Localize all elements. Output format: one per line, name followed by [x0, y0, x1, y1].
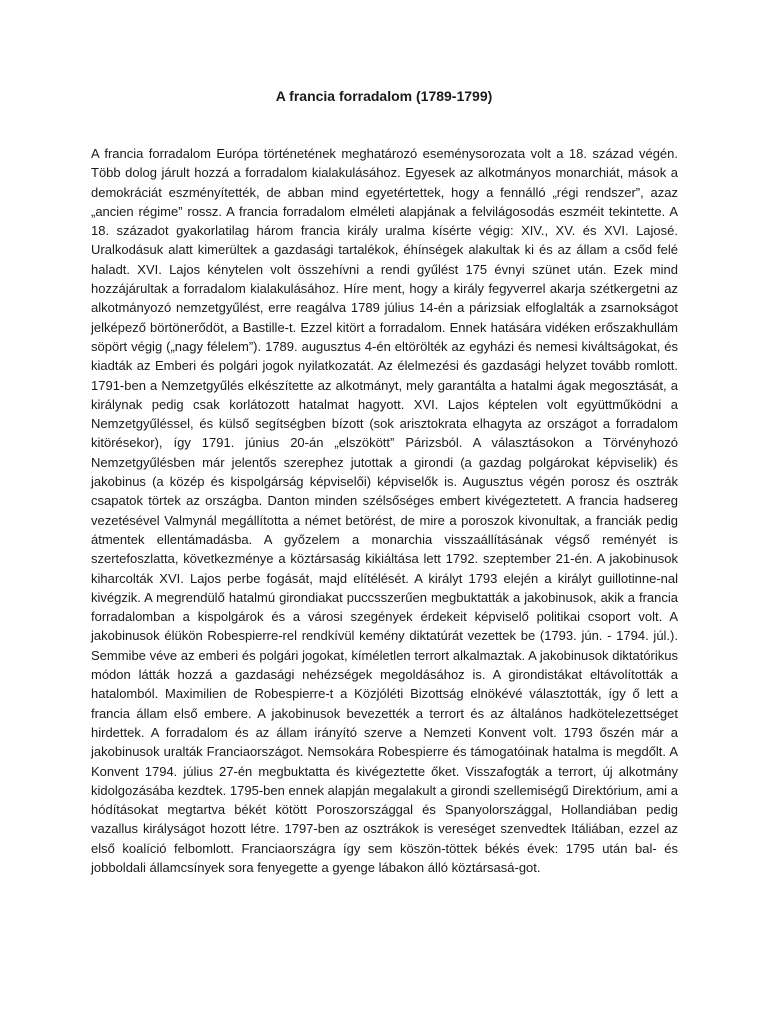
document-title: A francia forradalom (1789-1799)	[275, 88, 493, 104]
document-body-paragraph: A francia forradalom Európa történetének meghatározó eseménysorozata volt a 18. század végén. Több dolog járult hozzá a forradalom kialakulásához. Egyesek az alkotmányos monarchiát, mások a demokráciát eszményítették, de abban mind egyetértettek, hogy a fennálló „régi rendszer”, azaz „ancien régime” rossz. A francia forradalom elméleti alapjának a felvilágosodás eszméit tekintette. A 18. századot gyakorlatilag három francia király uralma kísérte végig: XIV., XV. és XVI. Lajosé. Uralkodásuk alatt kimerültek a gazdasági tartalékok, éhínségek alakultak ki és az állam a csőd felé haladt. XVI. Lajos kénytelen volt összehívni a rendi gyűlést 175 évnyi szünet után. Ezek mind hozzájárultak a forradalom kialakulásához. Híre ment, hogy a király fegyverrel akarja szétkergetni az alkotmányozó nemzetgyűlést, erre reagálva 1789 július 14-én a párizsiak elfoglalták a zsarnokságot jelképező börtönerődöt, a Bastille-t. Ezzel kitört a forradalom. Ennek hatására vidéken erőszakhullám söpört végig („nagy félelem”). 1789. augusztus 4-én eltörölték az egyházi és nemesi kiváltságokat, és kiadták az Emberi és polgári jogok nyilatkozatát. Az élelmezési és gazdasági helyzet tovább romlott. 1791-ben a Nemzetgyűlés elkészítette az alkotmányt, mely garantálta a hatalmi ágak megosztását, a királynak pedig csak korlátozott hatalmat hagyott. XVI. Lajos képtelen volt együttműködni a Nemzetgyűléssel, és külső segítségben bízott (sok arisztokrata elhagyta az országot a forradalom kitörésekor), így 1791. június 20-án „elszökött” Párizsból. A választásokon a Törvényhozó Nemzetgyűlésben már jelentős szerephez jutottak a girondi (a gazdag polgárokat képviselik) és jakobinus (a közép és kispolgárság képviselői) képviselők is. Augusztus végén porosz és osztrák csapatok törtek az országba. Danton minden szélsőséges embert kivégeztetett. A francia hadsereg vezetésével Valmynál megállította a német betörést, de mire a poroszok kivonultak, a franciák pedig átmentek ellentámadásba. A győzelem a monarchia visszaállításának végső reményét is szertefoszlatta, következménye a köztársaság kikiáltása lett 1792. szeptember 21-én. A jakobinusok kiharcolták XVI. Lajos perbe fogását, majd elítélését. A királyt 1793 elején a királyt guillotinne-nal kivégzik. A megrendülő hatalmú girondiakat puccsszerűen megbuktatták a jakobinusok, akik a francia forradalomban a kispolgárok és a városi szegények érdekeit képviselő politikai csoport volt. A jakobinusok élükön Robespierre-rel rendkívül kemény diktatúrát vezettek be (1793. jún. - 1794. júl.). Semmibe véve az emberi és polgári jogokat, kíméletlen terrort alkalmaztak. A jakobinusok diktatórikus módon látták hozzá a gazdasági nehézségek megoldásához is. A girondistákat eltávolították a hatalomból. Maximilien de Robespierre-t a Közjóléti Bizottság elnökévé választották, így ő lett a francia állam első embere. A jakobinusok bevezették a terrort és az általános hadkötelezettséget hirdettek. A forradalom és az állam irányító szerve a Nemzeti Konvent volt. 1793 őszén már a jakobinusok uralták Franciaországot. Nemsokára Robespierre és támogatóinak hatalma is megdőlt. A Konvent 1794. július 27-én megbuktatta és kivégeztette őket. Visszafogták a terrort, új alkotmány kidolgozásába kezdtek. 1795-ben ennek alapján megalakult a girondi szellemiségű Direktórium, ami a hódításokat megtartva békét kötött Poroszországgal és Spanyolországgal, Hollandiában pedig vazallus királyságot hozott létre. 1797-ben az osztrákok is vereséget szenvedtek Itáliában, ezzel az első koalíció felbomlott. Franciaországra így sem köszön-töttek békés évek: 1795 után bal- és jobboldali államcsínyek sora fenyegette a gyenge lábakon álló köztársasá-got.	[91, 146, 678, 875]
